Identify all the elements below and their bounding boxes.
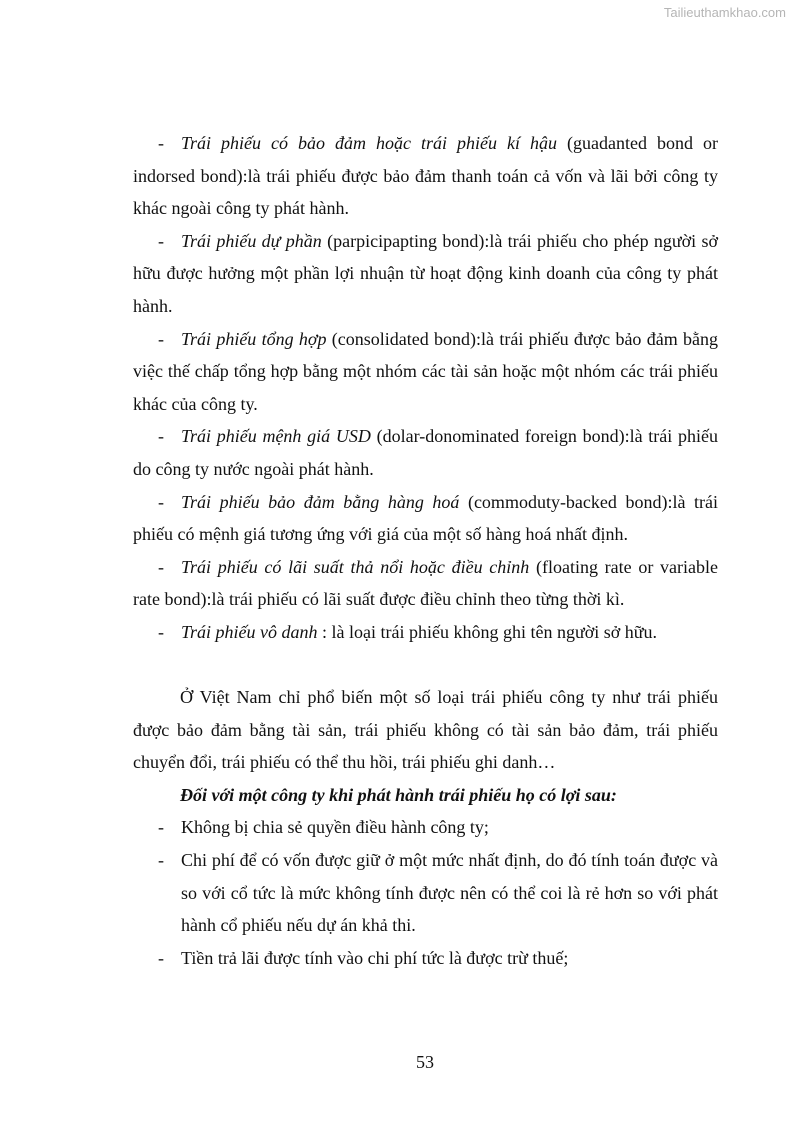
dash: - [158, 491, 164, 512]
bond-desc: (guadanted bond or indorsed bond):là trái phiếu được bảo đảm thanh toán cả vốn và lãi bởi công ty khác ngoài công ty phát hành. [133, 133, 718, 219]
bond-term: Trái phiếu tổng hợp [181, 328, 327, 349]
dash: - [158, 328, 164, 349]
bond-desc: (parpicipapting bond):là trái phiếu cho phép người sở hữu được hưởng một phần lợi nhuận từ hoạt động kinh doanh của công ty phát hành. [133, 230, 718, 316]
benefits-heading: Đối với một công ty khi phát hành trái phiếu họ có lợi sau: [180, 784, 617, 805]
benefit-item [133, 844, 718, 942]
bond-type-item [133, 616, 718, 649]
bond-type-item [133, 323, 718, 421]
bond-term: Trái phiếu có bảo đảm hoặc trái phiếu kí hậu [181, 133, 558, 153]
dash: - [158, 621, 164, 642]
benefit-item [133, 811, 718, 844]
benefit-item [133, 942, 718, 975]
dash: - [158, 947, 164, 968]
bond-type-item [133, 486, 718, 551]
vietnam-paragraph: Ở Việt Nam chỉ phổ biến một số loại trái phiếu công ty như trái phiếu được bảo đảm bằng tài sản, trái phiếu không có tài sản bảo đảm, trái phiếu chuyển đổi, trái phiếu có thể thu hồi, trái phiếu ghi danh… [133, 687, 718, 773]
bond-term: Trái phiếu bảo đảm bằng hàng hoá [181, 491, 460, 512]
benefit-text: Chi phí để có vốn được giữ ở một mức nhất định, do đó tính toán được và so với cổ tức là mức không tính được nên có thể coi là rẻ hơn so với phát hành cổ phiếu nếu dự án khả thi. [181, 850, 718, 936]
bond-desc: (floating rate or variable rate bond):là trái phiếu có lãi suất được điều chỉnh theo từng thời kì. [133, 556, 718, 610]
bond-type-item [133, 225, 718, 323]
dash: - [158, 426, 164, 447]
bond-type-item [133, 551, 718, 616]
bond-desc: (dolar-donominated foreign bond):là trái phiếu do công ty nước ngoài phát hành. [133, 426, 718, 479]
dash: - [158, 850, 164, 871]
benefit-text: Tiền trả lãi được tính vào chi phí tức là được trừ thuế; [181, 947, 569, 968]
bond-desc: (commoduty-backed bond):là trái phiếu có mệnh giá tương ứng với giá của một số hàng hoá nhất định. [133, 491, 718, 545]
dash: - [158, 230, 164, 251]
bond-type-item [133, 420, 718, 485]
dash: - [158, 133, 164, 153]
page-number: 53 [416, 1052, 434, 1072]
bond-term: Trái phiếu mệnh giá USD [181, 426, 371, 447]
spacer [133, 649, 718, 682]
bond-term: Trái phiếu vô danh [181, 621, 318, 642]
watermark: Tailieuthamkhao.com [663, 5, 786, 20]
bond-desc: : là loại trái phiếu không ghi tên người sở hữu. [317, 621, 658, 642]
dash: - [158, 817, 164, 838]
benefit-text: Không bị chia sẻ quyền điều hành công ty; [181, 817, 489, 838]
bond-term: Trái phiếu có lãi suất thả nổi hoặc điều chỉnh [181, 556, 530, 577]
document-body [133, 127, 718, 974]
bond-type-item [133, 127, 718, 225]
dash: - [158, 556, 164, 577]
bond-term: Trái phiếu dự phần [181, 230, 322, 251]
bond-desc: (consolidated bond):là trái phiếu được bảo đảm bằng việc thế chấp tổng hợp bằng một nhóm các tài sản hoặc một nhóm các trái phiếu khác của công ty. [133, 328, 718, 414]
